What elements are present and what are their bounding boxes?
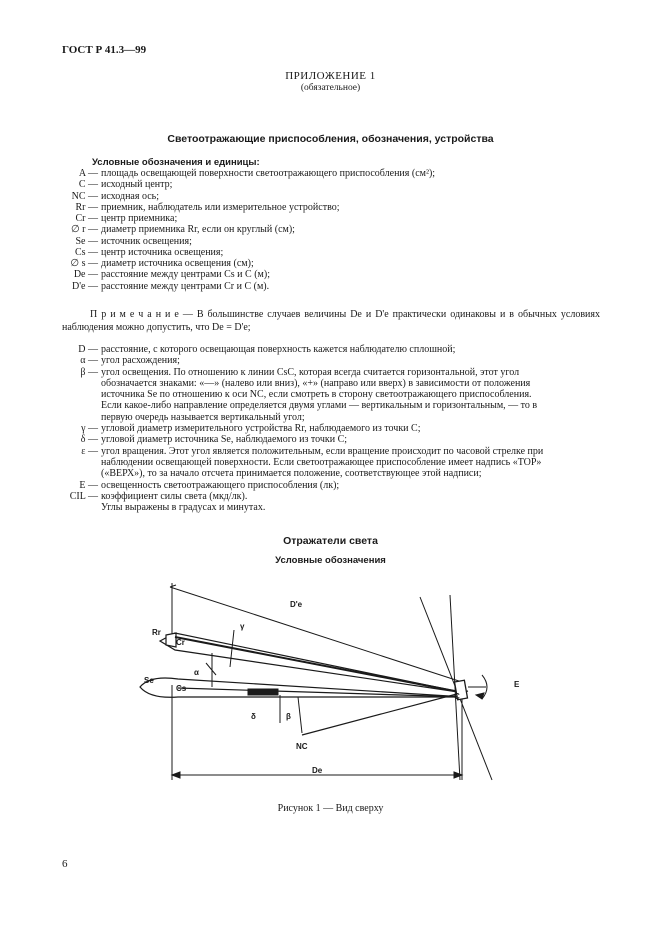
- label-nc: NC: [296, 742, 308, 751]
- page-number: 6: [62, 858, 68, 870]
- definition-symbol: C —: [78, 179, 98, 191]
- source-cone: [140, 678, 465, 697]
- receiver-beam: [175, 637, 465, 693]
- note-paragraph: [62, 309, 600, 334]
- definition-symbol: CIL —: [69, 490, 98, 502]
- alpha-arc: [206, 663, 216, 675]
- label-gamma: γ: [240, 622, 245, 631]
- definition-text: источник освещения;: [101, 235, 192, 247]
- definition-symbol: γ —: [81, 423, 98, 435]
- label-delta: δ: [251, 712, 256, 721]
- definition-text: расстояние между центрами Cs и C (м);: [101, 269, 270, 281]
- definition-symbol: Se —: [75, 235, 98, 247]
- de-prime-arrow-left: [170, 585, 176, 587]
- definition-line: угловой диаметр источника Se, наблюдаемого из точки C;: [101, 434, 348, 446]
- definition-text: площадь освещающей поверхности светоотражающего приспособления (см²);: [101, 168, 436, 179]
- definition-symbol: ∅ s —: [70, 258, 98, 269]
- source-inner-band: [248, 689, 278, 695]
- section-reflectors: Отражатели света: [283, 535, 378, 547]
- e-arrow: [476, 693, 484, 699]
- definition-text: диаметр источника освещения (см);: [101, 258, 254, 269]
- definition-symbol: E —: [79, 479, 98, 491]
- label-rr: Rr: [152, 628, 161, 637]
- definition-line: наблюдении освещающей поверхности. Если светоотражающее приспособление имеет надпись «TOP»: [101, 456, 542, 468]
- definition-symbol: β —: [80, 366, 98, 378]
- label-e: E: [514, 680, 520, 689]
- label-de: De: [312, 766, 323, 775]
- definition-symbol: ∅ r —: [70, 224, 98, 236]
- definition-text: центр приемника;: [101, 213, 178, 224]
- definition-text: центр источника освещения;: [101, 246, 224, 258]
- note-text: П р и м е ч а н и е — В большинстве случаев величины De и D'e практически одинаковы и в обычных условиях наблюдения можно допустить, что De = D'e;: [62, 309, 600, 333]
- reflector-diagram: [130, 575, 530, 785]
- label-cs: Cs: [176, 684, 187, 693]
- definition-line: обозначается знаками: «—» (налево или вниз), «+» (направо или вверх) в зависимости от положения: [101, 377, 531, 389]
- beta-tick-right: [298, 697, 302, 733]
- definition-text: исходный центр;: [101, 179, 173, 191]
- definition-line: угловой диаметр измерительного устройства Rr, наблюдаемого из точки C;: [101, 423, 421, 435]
- definition-text: приемник, наблюдатель или измерительное устройство;: [101, 201, 340, 213]
- definition-symbol: Rr —: [75, 201, 98, 213]
- definition-line: коэффициент силы света (мкд/лк).: [101, 490, 248, 502]
- figure-caption: Рисунок 1 — Вид сверху: [277, 803, 384, 814]
- definition-symbol: A —: [78, 168, 98, 179]
- section-symbols: Условные обозначения: [275, 555, 386, 566]
- definition-line: угол вращения. Этот угол является положительным, если вращение происходит по часовой стрелке при: [101, 445, 544, 457]
- label-c: C: [454, 692, 460, 701]
- main-title: Светоотражающие приспособления, обозначения, устройства: [167, 133, 494, 145]
- definition-line: источника Se по отношению к оси NC, если смотреть в сторону светоотражающего приспособления.: [101, 389, 532, 401]
- label-cr: Cr: [176, 638, 185, 647]
- label-alpha: α: [194, 668, 199, 677]
- definition-line: угол освещения. По отношению к линии CsC, которая всегда считается горизонтальной, этот угол: [101, 366, 520, 378]
- de-arrow-left: [172, 772, 180, 778]
- appendix-title: ПРИЛОЖЕНИЕ 1: [285, 70, 376, 82]
- definition-line: первую очередь называется вертикальный угол;: [101, 411, 305, 423]
- definition-symbol: D —: [78, 344, 98, 355]
- definition-symbol: Cs —: [74, 246, 98, 258]
- appendix-subtitle: (обязательное): [300, 83, 361, 93]
- label-se: Se: [144, 676, 154, 685]
- definition-symbol: De —: [73, 269, 98, 281]
- definition-line: освещенность светоотражающего приспособления (лк);: [101, 479, 340, 491]
- definition-symbol: α —: [80, 355, 98, 367]
- document-header: ГОСТ Р 41.3—99: [62, 44, 147, 56]
- definition-line: Углы выражены в градусах и минутах.: [101, 502, 266, 514]
- definition-symbol: δ —: [80, 434, 98, 446]
- definition-line: («ВЕРХ»), то за начало отсчета принимается положение, соответствующее этой надписи;: [101, 468, 482, 480]
- definition-symbol: D'e —: [72, 280, 98, 292]
- label-de-prime: D'e: [290, 600, 303, 609]
- definitions-heading: Условные обозначения и единицы:: [92, 157, 260, 168]
- de-arrow-right: [454, 772, 462, 778]
- definition-text: исходная ось;: [101, 190, 159, 202]
- de-prime-dimension-line: [170, 587, 465, 683]
- definition-symbol: Cr —: [75, 213, 98, 224]
- definition-line: расстояние, с которого освещающая поверхность кажется наблюдателю сплошной;: [101, 344, 456, 355]
- definition-symbol: NC —: [71, 190, 98, 202]
- definition-line: Если какое-либо направление определяется двумя углами — вертикальным и горизонтальным, — то в: [101, 400, 538, 412]
- definition-text: диаметр приемника Rr, если он круглый (см);: [101, 224, 295, 236]
- definition-line: угол расхождения;: [101, 355, 180, 367]
- receiver-rr: [166, 633, 176, 647]
- definition-symbol: ε —: [81, 445, 98, 457]
- definition-text: расстояние между центрами Cr и C (м).: [101, 280, 270, 292]
- source-beam: [178, 688, 465, 697]
- label-beta: β: [286, 712, 291, 721]
